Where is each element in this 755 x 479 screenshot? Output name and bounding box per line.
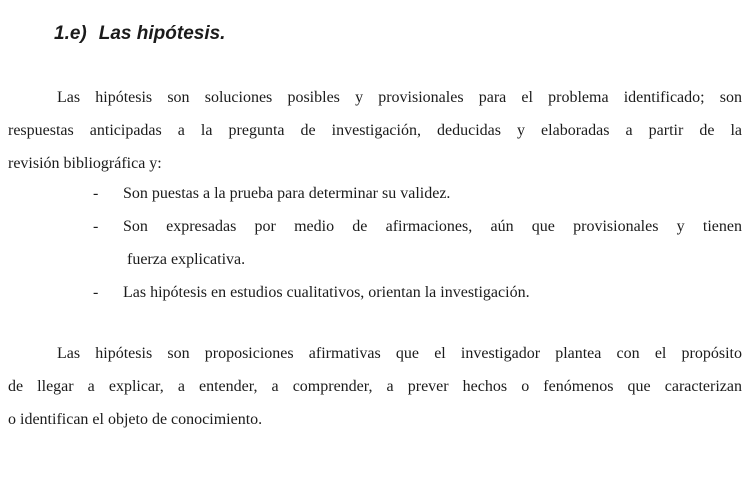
bullet-dash: -	[93, 218, 99, 235]
text-line: Las hipótesis son soluciones posibles y provisionales para el problema identificado; son	[57, 89, 742, 106]
heading-title: Las hipótesis.	[98, 23, 226, 44]
text-line: de llegar a explicar, a entender, a comprender, a prever hechos o fenómenos que caracterizan	[8, 378, 742, 395]
bullet-item	[8, 210, 742, 276]
section-heading	[54, 22, 225, 46]
bullet-dash: -	[93, 284, 99, 301]
bullet-list	[8, 177, 742, 309]
bullet-text-line: fuerza explicativa.	[127, 251, 246, 268]
text-line: revisión bibliográfica y:	[8, 155, 162, 172]
text-line: o identifican el objeto de conocimiento.	[8, 411, 263, 428]
bullet-item	[8, 177, 742, 210]
text-line: respuestas anticipadas a la pregunta de investigación, deducidas y elaboradas a partir de la	[8, 122, 742, 139]
paragraph-intro	[8, 81, 742, 180]
heading-number: 1.e)	[54, 23, 87, 44]
bullet-item	[8, 276, 742, 309]
bullet-text-line: Las hipótesis en estudios cualitativos, orientan la investigación.	[123, 284, 530, 301]
text-line: Las hipótesis son proposiciones afirmativas que el investigador plantea con el propósito	[57, 345, 742, 362]
bullet-text-line: Son puestas a la prueba para determinar su validez.	[123, 185, 451, 202]
bullet-dash: -	[93, 185, 99, 202]
paragraph-conclusion	[8, 337, 742, 436]
bullet-text-line: Son expresadas por medio de afirmaciones, aún que provisionales y tienen	[123, 218, 742, 235]
